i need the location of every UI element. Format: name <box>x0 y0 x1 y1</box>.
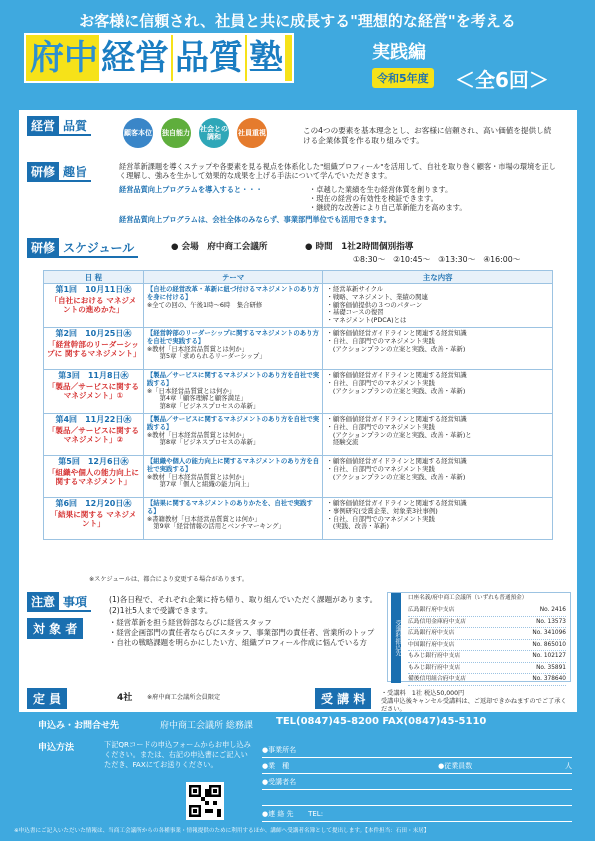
section-quality-heading <box>27 116 91 136</box>
contact-tel: TEL(0847)45-8200 FAX(0847)45-5110 <box>276 716 487 727</box>
bank-row <box>408 651 566 663</box>
time-slots: ①8:30～ ②10:45～ ③13:30～ ④16:00～ <box>353 255 521 264</box>
session-theme: 【組織や個人の能力向上に関するマネジメントのあり方を自社で実践する】 <box>146 456 320 473</box>
session-content: ・経営革新サイクル ・戦略、マネジメント、業績の関連 ・顧客価値提供の３つのパターン ・基礎コースの復習 ・マネジメント(PDCA)とは <box>326 285 428 325</box>
session-count: ＜全6回＞ <box>455 68 549 92</box>
session-title: 「製品／サービスに関する マネジメント」② <box>47 425 139 444</box>
session-number: 第4回 <box>55 414 78 424</box>
session-number: 第5回 <box>58 456 80 466</box>
schedule-footnote: ※スケジュールは、都合により変更する場合があります。 <box>89 576 249 583</box>
section-purpose-heading <box>27 162 91 182</box>
session-content: ・顧客価値経営ガイドラインと関連する経営知識 ・事例研究(受賞企業、対象業3社事例) ・自社、自部門でのマネジメント実践 (実践、改善・革新) <box>326 498 467 531</box>
tagline: お客様に信頼され、社員と共に成長する"理想的な経営"を考える <box>79 12 516 30</box>
target-text <box>109 618 374 648</box>
cell-content <box>323 455 553 497</box>
bank-name: 備後信用組合府中支店 <box>408 676 466 682</box>
bank-name: 広島信用金庫府中支店 <box>408 618 466 625</box>
bank-account-no: No. 102127 <box>532 653 566 659</box>
session-content: ・顧客価値経営ガイドラインと関連する経営知識 ・自社、自部門でのマネジメント実践 (アクションプランの立案と実践、改善・革新)と 経験交流 <box>326 414 472 447</box>
cell-date <box>44 497 144 539</box>
table-row <box>44 369 553 413</box>
cell-date <box>44 369 144 413</box>
purpose-bullets <box>309 185 467 212</box>
year-badge: 令和5年度 <box>372 68 434 88</box>
note-line: (1)各日程で、それぞれ企業に持ち帰り、取り組んでいただく課題があります。 <box>109 595 378 604</box>
bank-row <box>408 617 566 629</box>
cell-theme <box>143 413 323 455</box>
principle-circle: 顧客本位 <box>123 118 153 148</box>
target-line: ・自社の戦略課題を明らかにしたい方、組織プロフィール作成に悩んでいる方 <box>109 638 367 647</box>
notes-text <box>109 594 377 616</box>
cell-date <box>44 413 144 455</box>
practice-label: 実践編 <box>372 42 426 63</box>
session-title: 「結果に関する マネジメント」 <box>50 509 137 528</box>
form-row: ● 受講者名 <box>262 774 572 790</box>
bank-name: もみじ銀行府中支店 <box>408 653 461 659</box>
purpose-text: 経営革新課題を導くステップや各要素を見る視点を体系化した"組織プロフィール"を活用して、自社を取り巻く顧客・市場の環境を正しく理解し、強みを生かして効果的な成果を上げる手法について学んでいただきます。 <box>119 162 556 180</box>
capacity-note: ※府中商工会議所会員限定 <box>147 694 221 701</box>
bank-row <box>408 663 566 675</box>
bank-row <box>408 674 566 686</box>
session-content: ・顧客価値経営ガイドラインと関連する経営知識 ・自社、自部門でのマネジメント実践 (アクションプランの立案と実践、改善・革新) <box>326 328 467 353</box>
title-part-4: 塾 <box>247 35 285 81</box>
bank-account-no: No. 378640 <box>532 676 566 682</box>
heading-part-a: 研修 <box>27 162 59 182</box>
heading-part-a: 経営 <box>27 116 59 136</box>
heading-part-b: 趣旨 <box>59 162 91 182</box>
bank-account-no: No. 35891 <box>536 664 566 671</box>
session-number: 第2回 <box>55 328 78 338</box>
session-content: ・顧客価値経営ガイドラインと関連する経営知識 ・自社、自部門でのマネジメント実践 (アクションプランの立案と実践、改善・革新) <box>326 370 467 395</box>
session-title: 「製品／サービスに関する マネジメント」① <box>47 381 139 400</box>
fee-label: 受 講 料 <box>315 688 371 709</box>
session-date: 11月8日㊌ <box>87 370 129 380</box>
session-content: ・顧客価値経営ガイドラインと関連する経営知識 ・自社、自部門でのマネジメント実践 (アクションプランの立案と実践、改善・革新) <box>326 456 467 481</box>
bank-side-label: 受講料振込先 <box>391 593 401 683</box>
table-row <box>44 284 553 328</box>
title-part-3: 品質 <box>173 35 245 81</box>
cell-content <box>323 497 553 539</box>
form-row: ● 連 絡 先 TEL: <box>262 806 572 822</box>
heading-part-a: 研修 <box>27 238 59 258</box>
session-theme: 【経営幹部のリーダーシップに関するマネジメントのあり方を自社で実践する】 <box>146 328 319 345</box>
fee-line: ・受講料 1社 税込50,000円 <box>381 690 465 697</box>
field-industry[interactable]: 業 種 <box>268 761 290 770</box>
note-line: (2)1社5人まで受講できます。 <box>109 606 213 615</box>
cell-content <box>323 327 553 369</box>
application-form <box>262 742 572 822</box>
section-capacity-heading <box>27 688 67 709</box>
time: ● 時間 1社2時間個別指導 <box>305 242 414 252</box>
field-company[interactable]: 事業所名 <box>268 745 297 754</box>
target-line: ・経営革新を担う経営幹部ならびに経営スタッフ <box>109 618 272 627</box>
form-row: ● 業 種 ● 従業員数 人 <box>262 758 572 774</box>
bank-row <box>408 640 566 652</box>
session-number: 第3回 <box>58 370 80 380</box>
table-row <box>44 413 553 455</box>
main-panel <box>19 110 577 712</box>
session-note: ※「日本経営品質賞とは何か」 第4章「顧客理解と顧客満足」 第8章「ビジネスプロセスの革新」 <box>146 386 260 411</box>
qr-icon <box>189 785 221 817</box>
venue: ● 会場 府中商工会議所 <box>171 242 268 252</box>
col-date: 日 程 <box>44 271 144 284</box>
field-contact[interactable]: 連 絡 先 <box>268 809 294 818</box>
table-row <box>44 455 553 497</box>
section-schedule-heading <box>27 238 138 258</box>
session-date: 12月6日㊌ <box>87 456 129 466</box>
session-number: 第6回 <box>55 498 78 508</box>
bank-account-no: No. 2416 <box>539 607 566 613</box>
session-title: 「組織や個人の能力向上に 関するマネジメント」 <box>47 467 139 486</box>
bank-title: 口座名義/府中商工会議所（いずれも普通預金） <box>408 595 528 601</box>
session-number: 第1回 <box>55 285 78 294</box>
cell-theme <box>143 455 323 497</box>
session-note: ※全ての回の、午後1時～6時 集合研修 <box>146 300 263 309</box>
field-employees[interactable]: 従業員数 <box>444 761 473 770</box>
session-theme: 【結果に関するマネジメントのありかたを、自社で実践する】 <box>146 498 313 515</box>
contact-org: 府中商工会議所 総務課 <box>160 721 253 731</box>
schedule-table <box>43 270 553 540</box>
target-label: 対 象 者 <box>27 618 83 639</box>
title-part-1: 府中 <box>30 38 98 78</box>
principle-circle: 社員重視 <box>237 118 267 148</box>
form-row-blank[interactable] <box>262 790 572 806</box>
session-note: ※教材「日本経営品質賞とは何か」 第8章「ビジネスプロセスの革新」 <box>146 430 260 447</box>
section-target-heading <box>27 618 83 639</box>
col-theme: テーマ <box>143 271 323 284</box>
footer-note: ※申込書にご記入いただいた情報は、当商工会議所からの各種事業・情報提供のために利用するほか、講師へ受講者名簿として提出します。【本件担当：石田・末居】 <box>14 828 430 834</box>
bank-list <box>408 605 566 686</box>
cell-content <box>323 284 553 328</box>
cell-content <box>323 369 553 413</box>
session-date: 12月20日㊌ <box>85 498 132 508</box>
contact-label: 申込み・お問合せ先 <box>38 721 120 731</box>
cell-theme <box>143 369 323 413</box>
col-content: 主な内容 <box>323 271 553 284</box>
principle-circles <box>123 118 267 148</box>
unit-people: 人 <box>565 761 572 770</box>
heading-part-b: 品質 <box>59 116 91 136</box>
session-note: ※教材「日本経営品質賞とは何か」 第5章「求められるリーダーシップ」 <box>146 344 266 361</box>
session-theme: 【製品／サービスに関するマネジメントのあり方を自社で実践する】 <box>146 370 320 387</box>
bank-account-no: No. 865010 <box>532 641 566 648</box>
session-title: 「経営幹部のリーダーシップに 関するマネジメント」 <box>47 339 141 358</box>
cell-date <box>44 455 144 497</box>
table-row <box>44 327 553 369</box>
cell-theme <box>143 327 323 369</box>
cell-theme <box>143 284 323 328</box>
capacity-label: 定 員 <box>27 688 67 709</box>
bullet-item: ・卓越した業績を生む経営体質を創ります。 <box>309 185 453 194</box>
fee-line: 受講申込後キャンセル受講料は、ご返却できかねますのでご了承ください。 <box>381 697 567 713</box>
bank-name: 中国銀行府中支店 <box>408 641 455 648</box>
heading-part-b: スケジュール <box>59 238 138 258</box>
principle-circle: 社会との調和 <box>199 118 229 148</box>
session-date: 10月25日㊌ <box>85 328 132 338</box>
main-title <box>24 33 294 83</box>
bullet-item: ・継続的な改善により自己革新能力を高めます。 <box>309 203 467 212</box>
session-title: 「自社における マネジメントの進めかた」 <box>50 295 137 314</box>
field-tel[interactable]: TEL: <box>308 809 324 818</box>
bank-row <box>408 605 566 617</box>
bank-name: もみじ銀行府中支店 <box>408 664 461 671</box>
apply-text: 下記QRコードの申込フォームからお申し込みください。または、右記の申込書にご記入いただき、FAXにてお送りください。 <box>104 740 251 769</box>
target-line: ・経営企画部門の責任者ならびにスタッフ、事業部門の責任者、営業所のトップ <box>109 628 375 637</box>
capacity-value: 4社 <box>117 693 133 703</box>
apply-label: 申込方法 <box>38 743 75 753</box>
session-note: ※教材「日本経営品質賞とは何か」 第7章「個人と組織の能力向上」 <box>146 472 254 489</box>
bank-account-no: No. 13573 <box>536 618 566 625</box>
session-theme: 【自社の経営改革・革新に紐づ付けるマネジメントのあり方を身に付ける】 <box>146 285 320 301</box>
quality-description: この4つの要素を基本理念とし、お客様に信頼され、高い価値を提供し続ける企業体質を作る取り組みです。 <box>303 126 552 145</box>
section-notes-heading <box>27 592 91 612</box>
heading-part-b: 事項 <box>59 592 91 612</box>
bank-box <box>387 592 571 682</box>
principle-circle: 独自能力 <box>161 118 191 148</box>
fee-text <box>381 690 571 713</box>
bank-name: 広島銀行府中支店 <box>408 630 455 636</box>
session-date: 11月22日㊌ <box>85 414 132 424</box>
cell-date <box>44 284 144 328</box>
bank-row <box>408 628 566 640</box>
table-row <box>44 497 553 539</box>
cell-date <box>44 327 144 369</box>
field-attendee[interactable]: 受講者名 <box>268 777 297 786</box>
title-part-2: 経営 <box>99 35 171 81</box>
section-fee-heading <box>315 688 371 709</box>
bank-account-no: No. 341096 <box>532 630 566 636</box>
heading-part-a: 注意 <box>27 592 59 612</box>
purpose-note: 経営品質向上プログラムは、会社全体のみならず、事業部門単位でも活用できます。 <box>119 215 391 224</box>
session-date: 10月11日㊌ <box>85 285 132 294</box>
form-row: ● 事業所名 <box>262 742 572 758</box>
cell-content <box>323 413 553 455</box>
session-theme: 【製品／サービスに関するマネジメントのあり方を自社で実践する】 <box>146 414 320 431</box>
cell-theme <box>143 497 323 539</box>
bank-name: 広島銀行府中支店 <box>408 607 455 613</box>
session-note: ※書籍教材「日本経営品質賞とは何か」 第9章「経営情報の活用とベンチマーキング」 <box>146 514 285 531</box>
bullet-item: ・現在の経営の有効性を検証できます。 <box>309 194 438 203</box>
purpose-lead: 経営品質向上プログラムを導入すると・・・ <box>119 185 263 194</box>
qr-code[interactable] <box>186 782 224 820</box>
